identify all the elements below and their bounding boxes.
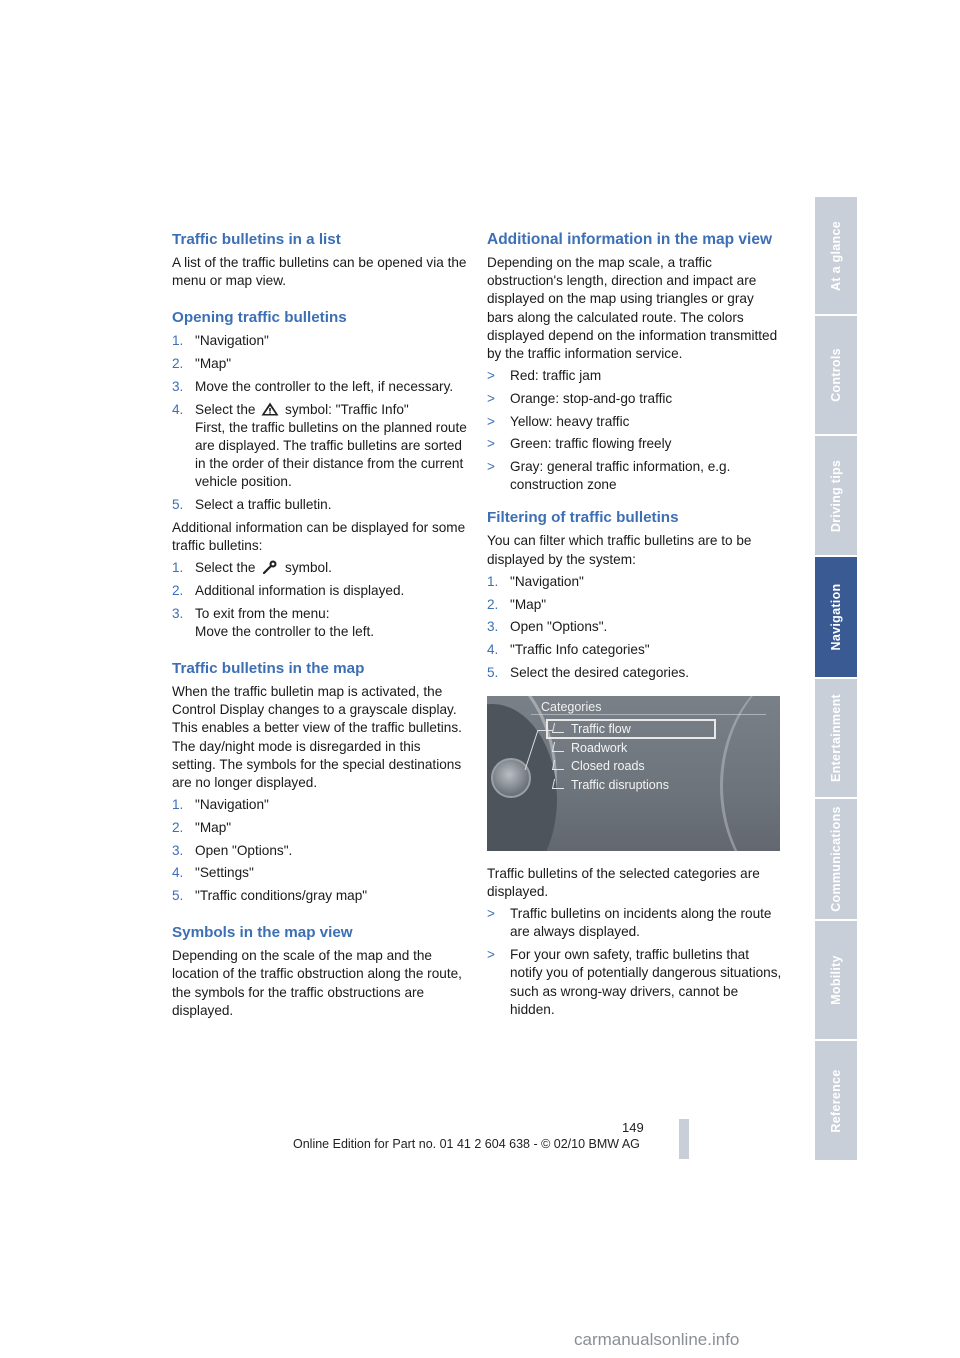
additional-steps <box>172 559 468 641</box>
list-item: > Orange: stop-and-go traffic <box>487 390 673 406</box>
list-item: 3. Open "Options". <box>487 619 608 635</box>
paragraph-additional-info: Additional information can be displayed for some traffic bulletins: <box>172 519 466 553</box>
heading-bulletins-in-map: Traffic bulletins in the map <box>172 659 365 677</box>
filter-steps <box>487 573 783 682</box>
checkbox-checked-icon <box>552 723 566 733</box>
heading-symbols-map-view: Symbols in the map view <box>172 924 353 942</box>
tab-driving-tips[interactable]: Driving tips <box>815 436 857 556</box>
category-item-traffic-disruptions: Traffic disruptions <box>553 777 669 793</box>
paragraph-additional-map: Depending on the map scale, a traffic obstruction's length, direction and impact are displayed on the map using triangles or gray bars along the calculated route. The colors displayed depend on the information transmitted by the traffic information service. <box>487 255 778 362</box>
list-item: 3. To exit from the menu: Move the controller to the left. <box>172 605 375 639</box>
paragraph-filter: You can filter which traffic bulletins are to be displayed by the system: <box>487 533 752 567</box>
list-item: 5. Select a traffic bulletin. <box>172 497 332 513</box>
controller-knob-icon <box>491 758 531 798</box>
list-item: > Traffic bulletins on incidents along the route are always displayed. <box>487 906 772 940</box>
list-item: 1. Select the symbol. <box>172 560 332 576</box>
map-steps <box>172 796 468 905</box>
tab-navigation[interactable]: Navigation <box>815 557 857 678</box>
opening-steps <box>172 332 468 514</box>
paragraph-list-intro: A list of the traffic bulletins can be opened via the menu or map view. <box>172 255 467 289</box>
warning-triangle-icon <box>261 402 279 416</box>
list-item: 4. "Traffic Info categories" <box>487 641 650 657</box>
checkbox-checked-icon <box>552 742 566 752</box>
tab-communications[interactable]: Communications <box>815 799 857 920</box>
category-item-closed-roads: Closed roads <box>553 758 645 774</box>
category-item-roadwork: Roadwork <box>553 740 627 756</box>
left-column <box>172 230 468 1024</box>
category-item-traffic-flow: Traffic flow <box>553 721 631 737</box>
tab-controls[interactable]: Controls <box>815 316 857 435</box>
heading-additional-map-info: Additional information in the map view <box>487 231 773 248</box>
list-item: 2. Additional information is displayed. <box>172 582 405 598</box>
list-item: 4. "Settings" <box>172 865 254 881</box>
chapter-tabs <box>815 197 857 1161</box>
list-item: 1. "Navigation" <box>172 333 269 349</box>
page-number: 149 <box>622 1120 644 1135</box>
screen-title: Categories <box>541 699 602 714</box>
control-display-screenshot <box>487 696 780 851</box>
paragraph-map: When the traffic bulletin map is activated, the Control Display changes to a grayscale display. This enables a better view of the traffic bulletins. The day/night mode is disregarded in this setting. The symbols for the special destinations are no longer displayed. <box>172 683 462 790</box>
right-column <box>487 230 783 1023</box>
tab-reference[interactable]: Reference <box>815 1041 857 1161</box>
list-item: 5. Select the desired categories. <box>487 664 690 680</box>
page-marker-bar <box>679 1119 689 1159</box>
list-item: > For your own safety, traffic bulletins that notify you of potentially dangerous situations, such as wrong-way drivers, cannot be hidden. <box>487 947 782 1017</box>
list-item: > Red: traffic jam <box>487 368 602 384</box>
list-item: > Yellow: heavy traffic <box>487 413 630 429</box>
screen-right-arc <box>720 696 780 851</box>
list-item: 1. "Navigation" <box>487 573 584 589</box>
list-item: 2. "Map" <box>172 819 232 835</box>
wrench-info-icon <box>261 560 279 574</box>
list-item: > Gray: general traffic information, e.g. construction zone <box>487 459 731 493</box>
notes-list <box>487 905 783 1019</box>
color-list <box>487 367 783 494</box>
checkbox-checked-icon <box>552 760 566 770</box>
list-item: 3. Open "Options". <box>172 842 293 858</box>
heading-traffic-bulletins-list: Traffic bulletins in a list <box>172 231 341 248</box>
paragraph-symbols: Depending on the scale of the map and the location of the traffic obstruction along the route, the symbols for the traffic obstructions are displayed. <box>172 948 462 1018</box>
list-item: 3. Move the controller to the left, if necessary. <box>172 378 454 394</box>
footer-edition: Online Edition for Part no. 01 41 2 604 638 - © 02/10 BMW AG <box>293 1137 640 1151</box>
heading-filtering: Filtering of traffic bulletins <box>487 509 679 527</box>
heading-opening-bulletins: Opening traffic bulletins <box>172 309 347 327</box>
list-item: 4. Select the symbol: "Traffic Info" First, the traffic bulletins on the planned route are displayed. The traffic bulletins are sorted in the order of their distance from the current vehicle position. <box>172 401 467 490</box>
list-item: 5. "Traffic conditions/gray map" <box>172 887 368 903</box>
list-item: > Green: traffic flowing freely <box>487 436 672 452</box>
tab-entertainment[interactable]: Entertainment <box>815 679 857 798</box>
list-item: 2. "Map" <box>172 356 232 372</box>
watermark: carmanualsonline.info <box>574 1330 740 1349</box>
tab-mobility[interactable]: Mobility <box>815 921 857 1040</box>
list-item: 1. "Navigation" <box>172 797 269 813</box>
tab-at-a-glance[interactable]: At a glance <box>815 197 857 315</box>
checkbox-checked-icon <box>552 779 566 789</box>
list-item: 2. "Map" <box>487 596 547 612</box>
paragraph-after-screenshot: Traffic bulletins of the selected categories are displayed. <box>487 865 760 900</box>
